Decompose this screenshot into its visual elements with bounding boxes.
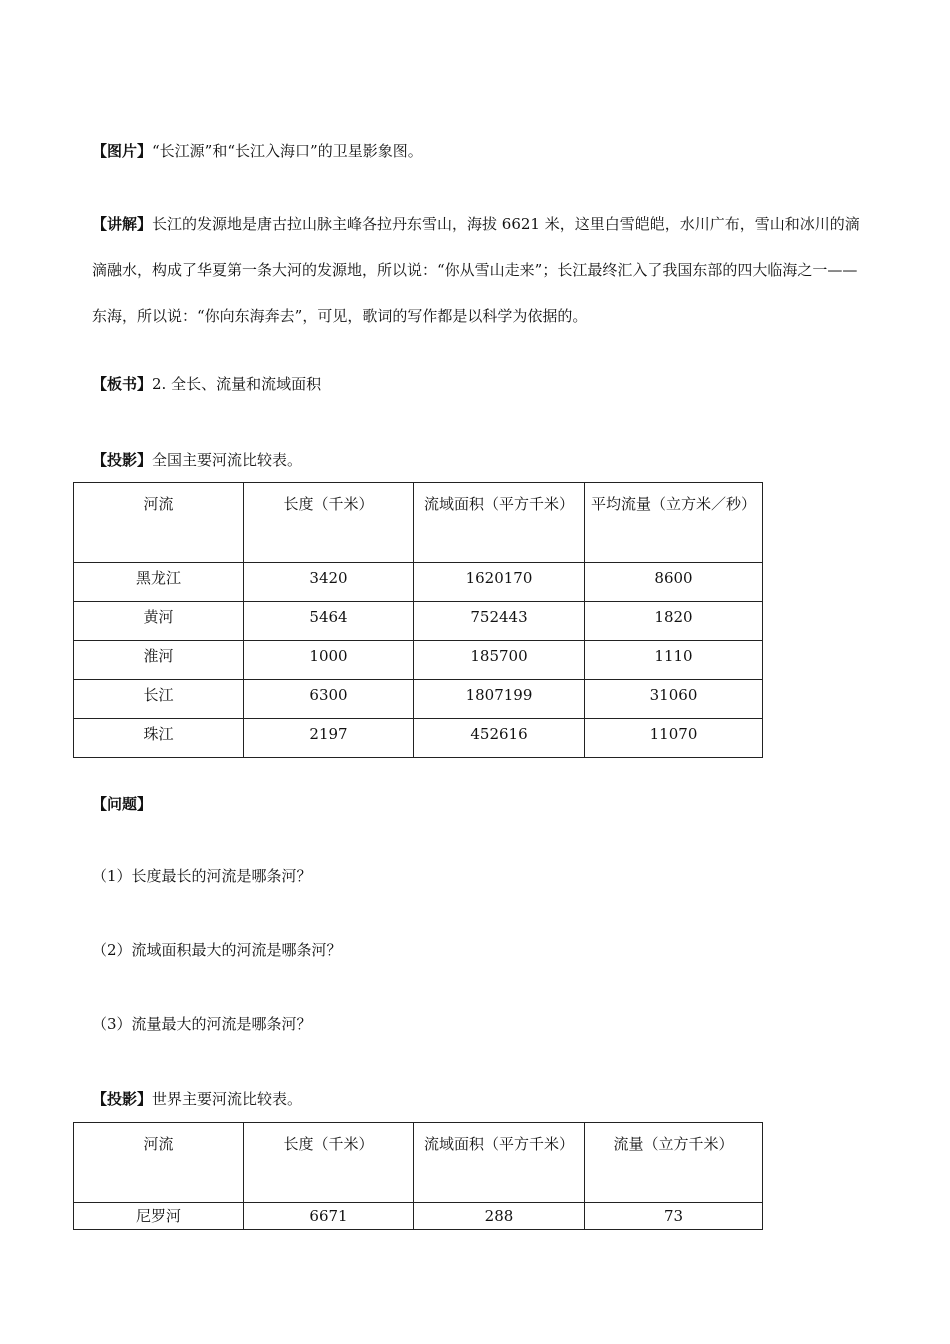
table-cell: 淮河: [74, 641, 244, 680]
china-rivers-table: [73, 482, 763, 758]
table-row: [74, 1203, 763, 1230]
table-row: [74, 563, 763, 602]
table-cell: 1620170: [414, 563, 585, 602]
projection2-text: 世界主要河流比较表。: [152, 1090, 303, 1108]
question-item: （2）流域面积最大的河流是哪条河？: [92, 941, 342, 959]
board-tag: 【板书】: [92, 375, 153, 393]
table-cell: 288: [414, 1203, 585, 1230]
table-cell: 2197: [244, 719, 414, 758]
projection1-tag: 【投影】: [92, 451, 153, 469]
header-cell: 长度（千米）: [244, 1123, 414, 1203]
world-rivers-table: [73, 1122, 763, 1230]
projection1-line: [92, 450, 862, 471]
question-item: （1）长度最长的河流是哪条河？: [92, 867, 312, 885]
table-cell: 1000: [244, 641, 414, 680]
table-cell: 1110: [585, 641, 763, 680]
questions-heading: [92, 794, 862, 815]
table-cell: 452616: [414, 719, 585, 758]
header-cell: 河流: [74, 1123, 244, 1203]
header-cell: 平均流量（立方米／秒）: [585, 483, 763, 563]
questions-tag: 【问题】: [92, 795, 153, 813]
table-header-row: [74, 483, 763, 563]
projection2-tag: 【投影】: [92, 1090, 153, 1108]
header-cell: 流域面积（平方千米）: [414, 1123, 585, 1203]
header-cell: 长度（千米）: [244, 483, 414, 563]
question-item: （3）流量最大的河流是哪条河？: [92, 1015, 312, 1033]
table-cell: 黄河: [74, 602, 244, 641]
picture-text: “长江源”和“长江入海口”的卫星影象图。: [152, 142, 423, 160]
table-cell: 5464: [244, 602, 414, 641]
lecture-tag: 【讲解】: [92, 215, 153, 233]
table-cell: 752443: [414, 602, 585, 641]
table-row: [74, 680, 763, 719]
table-cell: 6671: [244, 1203, 414, 1230]
table-row: [74, 641, 763, 680]
picture-tag: 【图片】: [92, 142, 153, 160]
table-cell: 6300: [244, 680, 414, 719]
board-line: [92, 374, 862, 395]
table-cell: 1820: [585, 602, 763, 641]
table-cell: 31060: [585, 680, 763, 719]
table-cell: 3420: [244, 563, 414, 602]
board-text: 2. 全长、流量和流域面积: [152, 375, 322, 393]
table-cell: 1807199: [414, 680, 585, 719]
projection1-text: 全国主要河流比较表。: [152, 451, 303, 469]
table-cell: 长江: [74, 680, 244, 719]
header-cell: 流量（立方千米）: [585, 1123, 763, 1203]
table-cell: 黑龙江: [74, 563, 244, 602]
table-cell: 尼罗河: [74, 1203, 244, 1230]
picture-caption: [92, 141, 862, 162]
table-cell: 73: [585, 1203, 763, 1230]
lecture-text: 长江的发源地是唐古拉山脉主峰各拉丹东雪山，海拔 6621 米，这里白雪皑皑，水川广布，雪山和冰川的滴滴融水，构成了华夏第一条大河的发源地，所以说：“你从雪山走来”；长江最终汇入了我国东部的四大临海之一——东海，所以说：“你向东海奔去”，可见，歌词的写作都是以科学为依据的。: [92, 215, 860, 325]
header-cell: 流域面积（平方千米）: [414, 483, 585, 563]
table-row: [74, 719, 763, 758]
table-header-row: [74, 1123, 763, 1203]
header-cell: 河流: [74, 483, 244, 563]
table-row: [74, 602, 763, 641]
table-cell: 珠江: [74, 719, 244, 758]
lecture-paragraph: [92, 201, 862, 339]
table-cell: 185700: [414, 641, 585, 680]
table-cell: 11070: [585, 719, 763, 758]
table-cell: 8600: [585, 563, 763, 602]
projection2-line: [92, 1089, 862, 1110]
